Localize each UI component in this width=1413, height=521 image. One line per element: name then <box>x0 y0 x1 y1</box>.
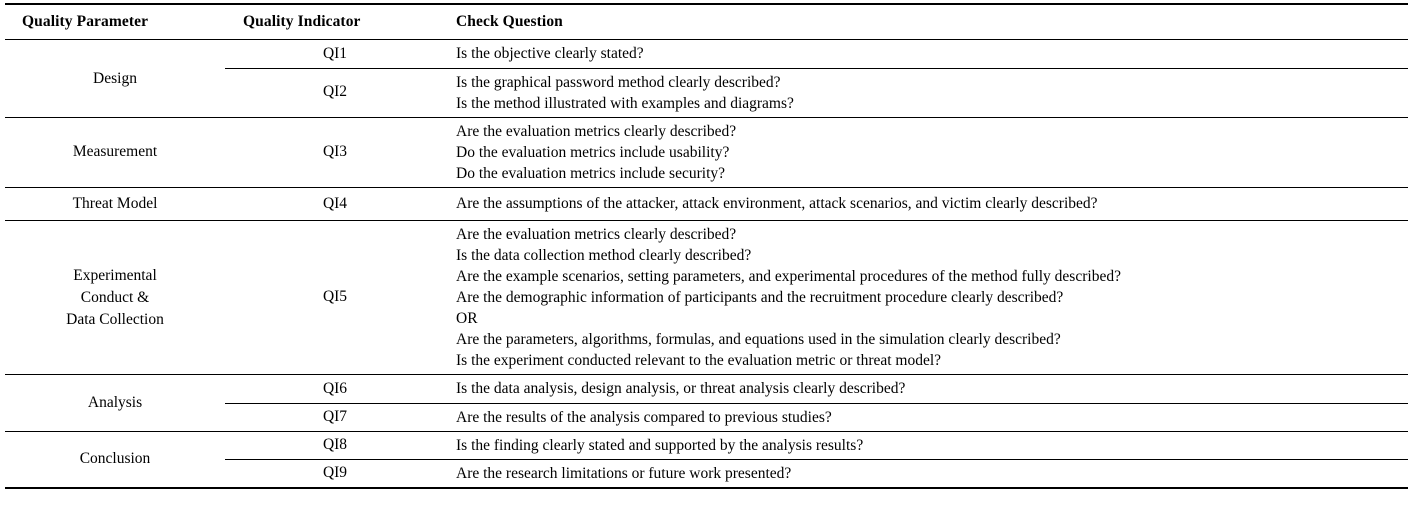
parameter-line: Analysis <box>87 394 143 412</box>
table-body <box>5 40 1408 489</box>
table-bottom-rule <box>5 488 1408 489</box>
question-line: Are the demographic information of participants and the recruitment procedure clearly described? <box>456 289 1064 307</box>
cell-quality-indicator: QI5 <box>225 220 445 375</box>
cell-check-question <box>445 187 1408 220</box>
parameter-line: Threat Model <box>72 194 158 212</box>
table-header-row <box>5 4 1408 40</box>
question-line: Are the example scenarios, setting parameters, and experimental procedures of the method fully described? <box>456 268 1121 286</box>
cell-quality-indicator: QI2 <box>225 68 445 117</box>
cell-check-question <box>445 68 1408 117</box>
cell-check-question <box>445 403 1408 431</box>
question-line: Is the data analysis, design analysis, or threat analysis clearly described? <box>456 380 906 398</box>
cell-check-question <box>445 459 1408 488</box>
cell-quality-parameter <box>5 40 225 117</box>
cell-quality-indicator: QI6 <box>225 375 445 403</box>
cell-quality-parameter <box>5 187 225 220</box>
table-row <box>5 40 1408 68</box>
parameter-line: Measurement <box>72 143 158 161</box>
column-header-quality-parameter: Quality Parameter <box>5 4 225 40</box>
question-line: Are the parameters, algorithms, formulas, and equations used in the simulation clearly described? <box>456 331 1061 349</box>
cell-quality-parameter <box>5 431 225 488</box>
cell-check-question <box>445 40 1408 68</box>
cell-check-question <box>445 375 1408 403</box>
question-line: Do the evaluation metrics include security? <box>456 164 726 182</box>
cell-check-question <box>445 220 1408 375</box>
cell-quality-indicator: QI4 <box>225 187 445 220</box>
quality-assessment-table <box>5 3 1408 489</box>
cell-quality-indicator: QI9 <box>225 459 445 488</box>
table-row <box>5 117 1408 187</box>
question-line: Are the results of the analysis compared to previous studies? <box>456 408 832 426</box>
table-row <box>5 187 1408 220</box>
cell-quality-indicator: QI7 <box>225 403 445 431</box>
question-line: Do the evaluation metrics include usability? <box>456 143 730 161</box>
cell-quality-parameter <box>5 117 225 187</box>
cell-check-question <box>445 117 1408 187</box>
column-header-check-question: Check Question <box>445 4 1408 40</box>
bottom-rule-segment <box>5 488 225 489</box>
parameter-line: Conduct & <box>80 288 150 306</box>
question-line: Is the method illustrated with examples and diagrams? <box>456 94 794 112</box>
parameter-line: Conclusion <box>79 450 151 468</box>
table-row <box>5 431 1408 459</box>
question-line: Is the objective clearly stated? <box>456 45 644 63</box>
cell-check-question <box>445 431 1408 459</box>
question-line: Is the finding clearly stated and supported by the analysis results? <box>456 436 864 454</box>
table-row <box>5 375 1408 403</box>
question-line: Is the experiment conducted relevant to the evaluation metric or threat model? <box>456 352 942 370</box>
cell-quality-indicator: QI3 <box>225 117 445 187</box>
table-row <box>5 220 1408 375</box>
bottom-rule-segment <box>225 488 445 489</box>
parameter-line: Experimental <box>73 266 157 284</box>
cell-quality-indicator: QI1 <box>225 40 445 68</box>
question-line-or: OR <box>456 310 478 328</box>
bottom-rule-segment <box>445 488 1408 489</box>
parameter-line: Design <box>93 69 137 87</box>
question-line: Are the evaluation metrics clearly described? <box>456 225 737 243</box>
question-line: Are the research limitations or future work presented? <box>456 464 792 482</box>
column-header-quality-indicator: Quality Indicator <box>225 4 445 40</box>
table-header <box>5 4 1408 40</box>
cell-quality-indicator: QI8 <box>225 431 445 459</box>
question-line: Are the evaluation metrics clearly described? <box>456 122 737 140</box>
cell-quality-parameter <box>5 375 225 431</box>
question-line: Is the data collection method clearly described? <box>456 247 752 264</box>
question-line: Is the graphical password method clearly described? <box>456 73 781 91</box>
parameter-line: Data Collection <box>66 310 164 328</box>
cell-quality-parameter <box>5 220 225 375</box>
question-line: Are the assumptions of the attacker, attack environment, attack scenarios, and victim clearly described? <box>456 195 1098 213</box>
